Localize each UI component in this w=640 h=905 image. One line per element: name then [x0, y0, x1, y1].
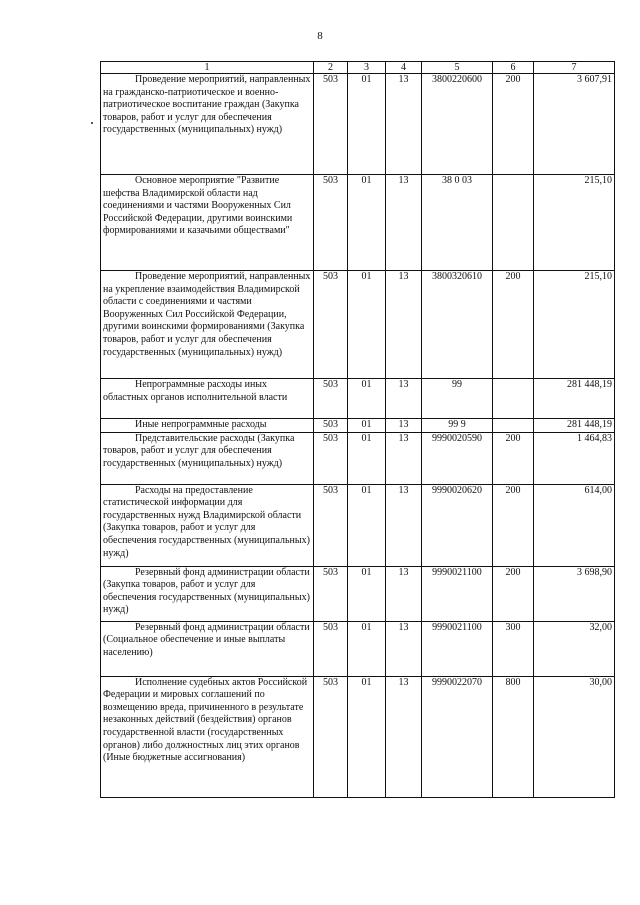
page-number: 8: [317, 30, 323, 42]
subsection-code: 13: [386, 566, 422, 621]
ministry-code: 503: [314, 432, 348, 484]
expense-type-code: 300: [493, 621, 534, 676]
amount: 3 698,90: [534, 566, 615, 621]
target-article-code: 9990021100: [422, 621, 493, 676]
table-row: [101, 175, 615, 271]
ministry-code: 503: [314, 566, 348, 621]
ministry-code: 503: [314, 379, 348, 419]
column-header: 1: [101, 62, 314, 74]
column-header: 3: [348, 62, 386, 74]
section-code: 01: [348, 621, 386, 676]
subsection-code: 13: [386, 175, 422, 271]
subsection-code: 13: [386, 271, 422, 379]
ministry-code: 503: [314, 175, 348, 271]
expense-name: Непрограммные расходы иных областных органов исполнительной власти: [101, 379, 314, 419]
expense-name: Проведение мероприятий, направленных на укрепление взаимодействия Владимирской области с соединениями и частями Вооруженных Сил Российской Федерации, другими воинскими формированиями (Закупка товаров, работ и услуг для обеспечения государственных (муниципальных) нужд): [101, 271, 314, 379]
table-row: [101, 419, 615, 433]
section-code: 01: [348, 566, 386, 621]
section-code: 01: [348, 432, 386, 484]
section-code: 01: [348, 175, 386, 271]
ministry-code: 503: [314, 74, 348, 175]
ministry-code: 503: [314, 271, 348, 379]
amount: 281 448,19: [534, 419, 615, 433]
expense-type-code: [493, 379, 534, 419]
column-header: 6: [493, 62, 534, 74]
expense-name: Резервный фонд администрации области (Закупка товаров, работ и услуг для обеспечения государственных (муниципальных) нужд): [101, 566, 314, 621]
expense-type-code: 200: [493, 566, 534, 621]
target-article-code: 3800220600: [422, 74, 493, 175]
subsection-code: 13: [386, 379, 422, 419]
target-article-code: 99 9: [422, 419, 493, 433]
target-article-code: 9990020590: [422, 432, 493, 484]
section-code: 01: [348, 484, 386, 566]
table-row: [101, 74, 615, 175]
target-article-code: 3800320610: [422, 271, 493, 379]
section-code: 01: [348, 419, 386, 433]
column-header: 7: [534, 62, 615, 74]
table-row: [101, 621, 615, 676]
subsection-code: 13: [386, 484, 422, 566]
subsection-code: 13: [386, 676, 422, 797]
amount: 215,10: [534, 175, 615, 271]
expense-name: Расходы на предоставление статистической информации для государственных нужд Владимирской области (Закупка товаров, работ и услуг для обеспечения государственных (муниципальных) нужд): [101, 484, 314, 566]
expense-type-code: [493, 419, 534, 433]
amount: 215,10: [534, 271, 615, 379]
target-article-code: 38 0 03: [422, 175, 493, 271]
amount: 30,00: [534, 676, 615, 797]
target-article-code: 9990020620: [422, 484, 493, 566]
table-row: [101, 566, 615, 621]
subsection-code: 13: [386, 74, 422, 175]
expense-type-code: 200: [493, 74, 534, 175]
amount: 614,00: [534, 484, 615, 566]
header-row: [101, 62, 615, 74]
stray-mark: [91, 122, 93, 124]
expense-type-code: 200: [493, 271, 534, 379]
amount: 32,00: [534, 621, 615, 676]
subsection-code: 13: [386, 419, 422, 433]
target-article-code: 9990021100: [422, 566, 493, 621]
expense-type-code: [493, 175, 534, 271]
table-row: [101, 271, 615, 379]
subsection-code: 13: [386, 432, 422, 484]
target-article-code: 9990022070: [422, 676, 493, 797]
ministry-code: 503: [314, 621, 348, 676]
section-code: 01: [348, 74, 386, 175]
ministry-code: 503: [314, 676, 348, 797]
table-row: [101, 484, 615, 566]
expense-name: Представительские расходы (Закупка товаров, работ и услуг для обеспечения государственных (муниципальных) нужд): [101, 432, 314, 484]
table-row: [101, 432, 615, 484]
table-row: [101, 379, 615, 419]
amount: 3 607,91: [534, 74, 615, 175]
expense-name: Основное мероприятие "Развитие шефства Владимирской области над соединениями и частями Вооруженных Сил Российской Федерации, другими воинскими формированиями и казачьими обществами": [101, 175, 314, 271]
expense-name: Исполнение судебных актов Российской Федерации и мировых соглашений по возмещению вреда, причиненного в результате незаконных действий (бездействия) органов государственной власти (государственных органов) либо должностных лиц этих органов (Иные бюджетные ассигнования): [101, 676, 314, 797]
amount: 281 448,19: [534, 379, 615, 419]
expense-name: Резервный фонд администрации области (Социальное обеспечение и иные выплаты населению): [101, 621, 314, 676]
table-row: [101, 676, 615, 797]
section-code: 01: [348, 271, 386, 379]
amount: 1 464,83: [534, 432, 615, 484]
expense-type-code: 800: [493, 676, 534, 797]
section-code: 01: [348, 676, 386, 797]
expense-type-code: 200: [493, 432, 534, 484]
expense-type-code: 200: [493, 484, 534, 566]
budget-table: [100, 61, 615, 798]
ministry-code: 503: [314, 419, 348, 433]
target-article-code: 99: [422, 379, 493, 419]
ministry-code: 503: [314, 484, 348, 566]
section-code: 01: [348, 379, 386, 419]
column-header: 2: [314, 62, 348, 74]
expense-name: Проведение мероприятий, направленных на гражданско-патриотическое и военно-патриотическое воспитание граждан (Закупка товаров, работ и услуг для обеспечения государственных (муниципальных) нужд): [101, 74, 314, 175]
expense-name: Иные непрограммные расходы: [101, 419, 314, 433]
subsection-code: 13: [386, 621, 422, 676]
column-header: 5: [422, 62, 493, 74]
column-header: 4: [386, 62, 422, 74]
